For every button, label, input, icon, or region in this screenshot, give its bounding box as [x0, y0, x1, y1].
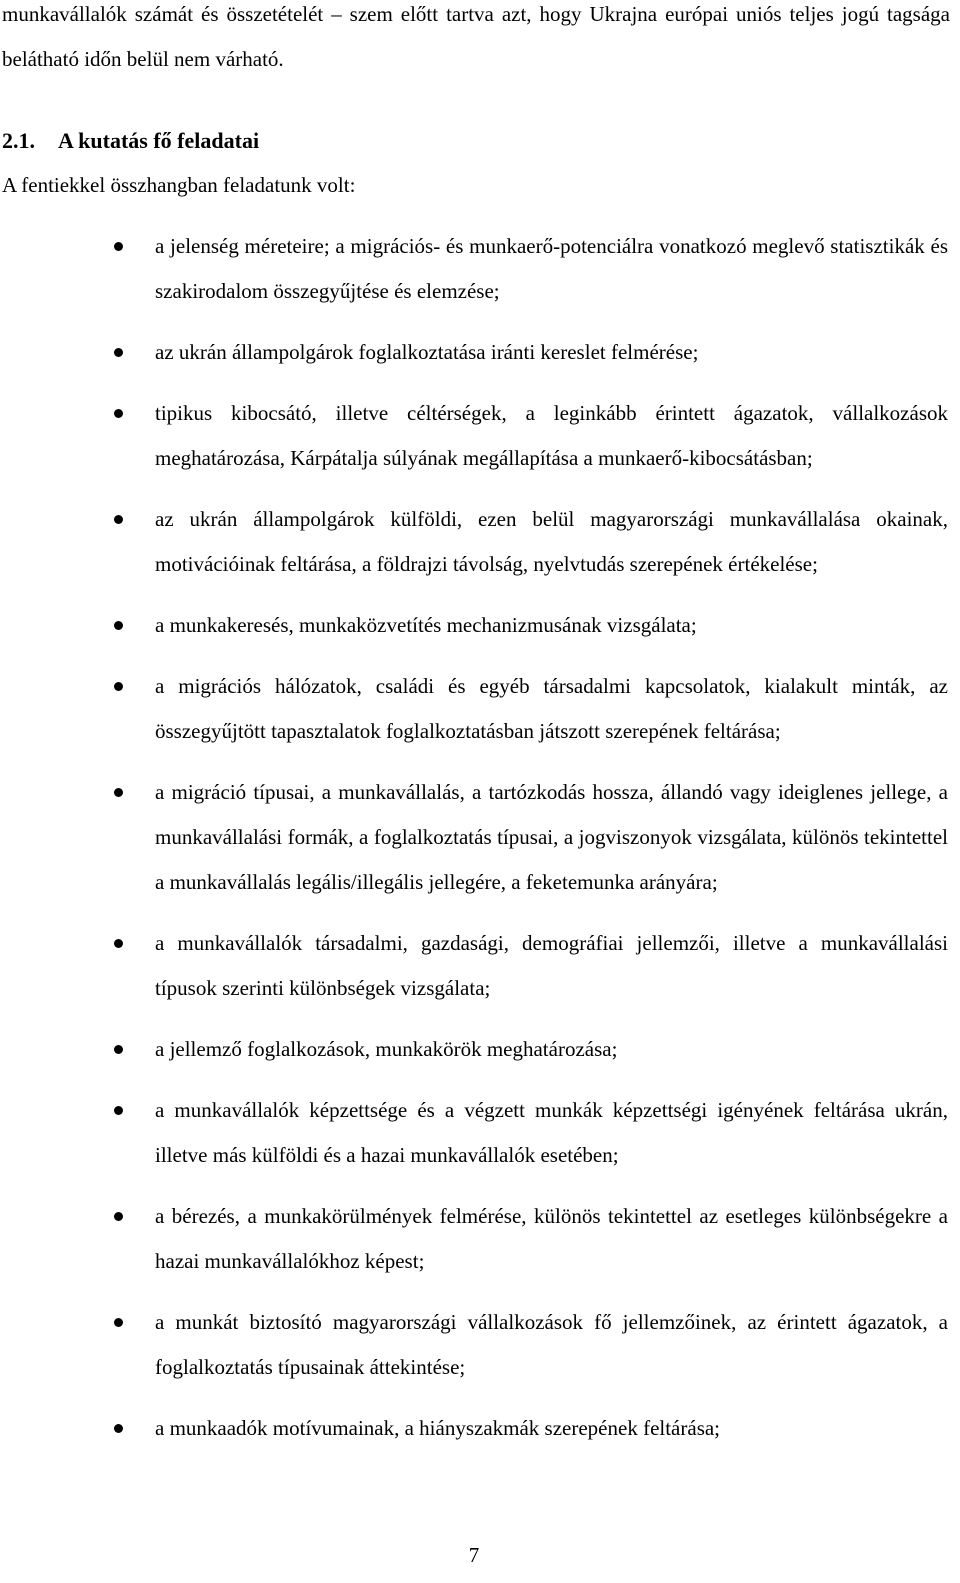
- bullet-icon: [114, 1424, 123, 1433]
- intro-paragraph: munkavállalók számát és összetételét – szem előtt tartva azt, hogy Ukrajna európai uniós teljes jogú tagsága belátható időn belül nem várható.: [2, 2, 950, 71]
- task-text: a munkaadók motívumainak, a hiányszakmák szerepének feltárása;: [155, 1416, 721, 1440]
- task-text: a migrációs hálózatok, családi és egyéb társadalmi kapcsolatok, kialakult minták, az összegyűjtött tapasztalatok foglalkoztatásban játszott szerepének feltárása;: [155, 674, 948, 743]
- bullet-icon: [114, 515, 123, 524]
- task-item: [0, 1027, 948, 1072]
- bullet-icon: [114, 1045, 123, 1054]
- task-item: [0, 1088, 948, 1178]
- task-text: a munkát biztosító magyarországi vállalkozások fő jellemzőinek, az érintett ágazatok, a foglalkoztatás típusainak áttekintése;: [155, 1310, 948, 1379]
- task-text: az ukrán állampolgárok foglalkoztatása iránti kereslet felmérése;: [155, 340, 699, 364]
- task-item: [0, 1194, 948, 1284]
- bullet-icon: [114, 242, 123, 251]
- task-text: a munkakeresés, munkaközvetítés mechanizmusának vizsgálata;: [155, 613, 697, 637]
- task-item: [0, 921, 948, 1011]
- bullet-icon: [114, 621, 123, 630]
- task-text: a jellemző foglalkozások, munkakörök meghatározása;: [155, 1037, 618, 1061]
- bullet-icon: [114, 409, 123, 418]
- task-item: [0, 770, 948, 905]
- bullet-icon: [114, 1318, 123, 1327]
- task-text: tipikus kibocsátó, illetve céltérségek, a leginkább érintett ágazatok, vállalkozások meghatározása, Kárpátalja súlyának megállapítása a munkaerő-kibocsátásban;: [155, 401, 948, 470]
- bullet-icon: [114, 1106, 123, 1115]
- task-text: a migráció típusai, a munkavállalás, a tartózkodás hossza, állandó vagy ideiglenes jellege, a munkavállalási formák, a foglalkoztatás típusai, a jogviszonyok vizsgálata, különös tekintettel a munkavállalás legális/illegális jellegére, a feketemunka arányára;: [155, 780, 948, 894]
- bullet-icon: [114, 939, 123, 948]
- lead-in-text: A fentiekkel összhangban feladatunk volt:: [2, 173, 356, 197]
- section-number: 2.1.: [2, 128, 35, 153]
- task-text: az ukrán állampolgárok külföldi, ezen belül magyarországi munkavállalása okainak, motivációinak feltárása, a földrajzi távolság, nyelvtudás szerepének értékelése;: [155, 507, 948, 576]
- task-item: [0, 603, 948, 648]
- task-item: [0, 497, 948, 587]
- task-text: a jelenség méreteire; a migrációs- és munkaerő-potenciálra vonatkozó meglevő statisztikák és szakirodalom összegyűjtése és elemzése;: [155, 234, 948, 303]
- task-item: [0, 664, 948, 754]
- task-item: [0, 330, 948, 375]
- task-text: a munkavállalók képzettsége és a végzett munkák képzettségi igényének feltárása ukrán, illetve más külföldi és a hazai munkavállalók esetében;: [155, 1098, 948, 1167]
- task-list: [0, 224, 960, 1467]
- bullet-icon: [114, 788, 123, 797]
- bullet-icon: [114, 348, 123, 357]
- section-title: A kutatás fő feladatai: [58, 128, 260, 153]
- task-item: [0, 1300, 948, 1390]
- task-item: [0, 1406, 948, 1451]
- page-number: 7: [468, 1543, 480, 1567]
- task-item: [0, 224, 948, 314]
- task-item: [0, 391, 948, 481]
- bullet-icon: [114, 682, 123, 691]
- section-heading: [2, 118, 259, 163]
- bullet-icon: [114, 1212, 123, 1221]
- task-text: a munkavállalók társadalmi, gazdasági, demográfiai jellemzői, illetve a munkavállalási típusok szerinti különbségek vizsgálata;: [155, 931, 948, 1000]
- task-text: a bérezés, a munkakörülmények felmérése, különös tekintettel az esetleges különbségekre a hazai munkavállalókhoz képest;: [155, 1204, 948, 1273]
